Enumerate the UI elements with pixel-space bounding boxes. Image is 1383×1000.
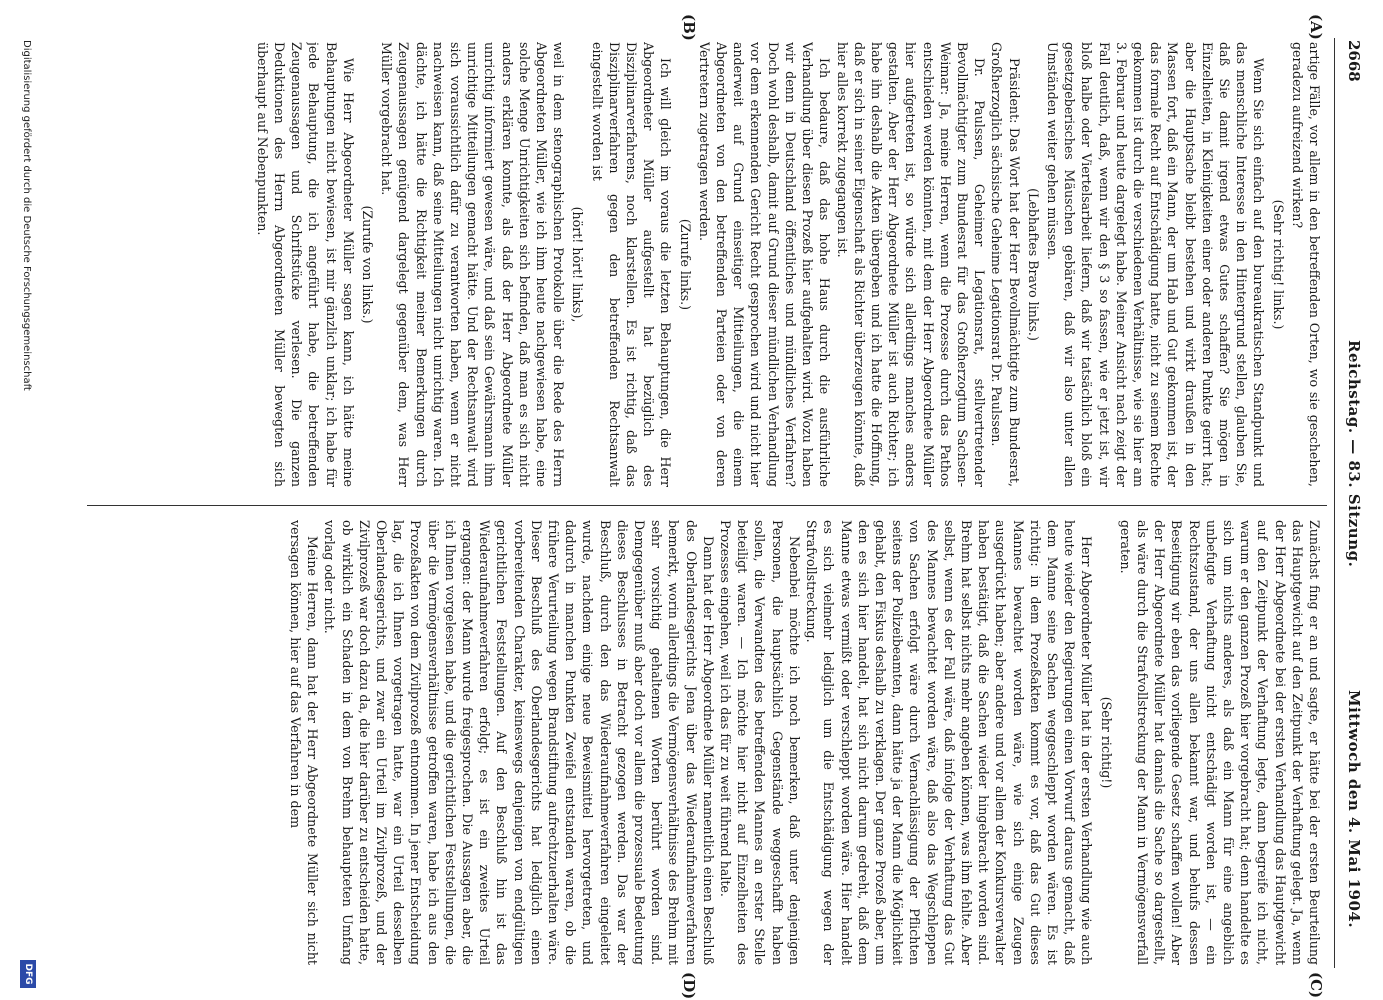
interjection: (Lebhaftes Bravo links.) — [1025, 188, 1041, 341]
interjection: (Zurufe links.) — [677, 218, 693, 311]
paragraph: Dr. Paulssen, Geheimer Legationsrat, stellvertretender Bevollmächtigter zum Bundesrat für das Großherzogtum Sachsen-Weimar: Ja, meine Herren, wenn die Prozesse durch das Pathos entschieden werden könnten, mit dem der Herr Abgeordnete Müller hier aufgetreten ist, so würde sich allerdings manches anders gestalten. Aber der Herr Abgeordnete Müller ist auch Richter; ich habe ihn deshalb die Akten übergeben und ich hatte die Hoffnung, daß er sich in seiner Eigenschaft als Richter überzeugen könnte, daß hier alles korrekt zugegangen ist. — [834, 42, 988, 487]
header-date: Mittwoch den 4. Mai 1904. — [1345, 690, 1363, 929]
digitization-credit: Digitalisierung gefördert durch die Deutsche Forschungsgemeinschaft — [21, 40, 32, 391]
margin-marker-b: (B) — [680, 14, 698, 41]
paragraph: Wenn Sie sich einfach auf den bureaukratischen Standpunkt und das menschliche Interesse in den Hintergrund stellen, glauben Sie, daß Sie damit irgend etwas Gutes schaffen? Sie mögen in Einzelheiten, in Kleinigkeiten einer oder anderen Punkte geirrt hat; aber die Hauptsache bleibt bestehen und wirkt draußen in den Massen fort, daß ein Mann, der um Hab und Gut gekommen ist, der das formale Recht auf Entschädigung hatte, nicht zu seinem Rechte gekommen ist durch die verschiedenen Verhältnisse, wie sie hier am 3. Februar und heute dargelegt habe. Meiner Ansicht nach zeigt der Fall deutlich, daß, wenn wir den § 3 so fassen, wie er jetzt ist, wir bloß halbe oder Viertelsarbeit liefern, daß wir tatsächlich bloß ein gesetzgeberisches Mäuschen gebären, daß wir also unter allen Umständen weiter gehen müssen. — [1044, 42, 1267, 487]
paragraph: Ich bedaure, daß das hohe Haus durch die ausführliche Verhandlung über diesen Prozeß hier aufgehalten wird. Wozu haben wir denn in Deutschland öffentliches und mündliches Verfahren? Doch wohl deshalb, damit auf Grund dieser mündlichen Verhandlung vor dem erkennenden Gericht Recht gesprochen wird und nicht hier anderweit auf Grund einseitiger Mitteilungen, die einem Abgeordneten von den betreffenden Parteien oder von deren Vertretern zugetragen werden. — [696, 42, 833, 487]
right-column — [83, 520, 1323, 965]
paragraph: Ich will gleich im voraus die letzten Behauptungen, die Herr Abgeordneter Müller aufgestellt hat bezüglich des Disziplinarverfahrens, noch klarstellen. Es ist richtig, daß das Disziplinarverfahren gegen den betreffenden Rechtsanwalt eingestellt worden ist — [589, 42, 674, 487]
dfg-logo: DFG — [20, 960, 36, 988]
paragraph: Dann hat der Herr Abgeordnete Müller namentlich einen Beschluß des Oberlandesgerichts Jena über das Wiederaufnahmeverfahren bemerkt, worin allerdings die Vermögensverhältnisse des Brehm mit sehr vorsichtig gehaltenen Worten berührt worden sind. Demgegenüber muß aber doch vor allem die prozessuale Bedeutung dieses Beschlusses in Betracht gezogen werden. Das war der Beschluß, durch den das Wiederaufnahmeverfahren eingeleitet wurde, nachdem einige neue Beweismittel hervorgetreten, und dadurch in manchen Punkten Zweifel entstanden waren, ob die frühere Verurteilung wegen Brandstiftung aufrechtzuerhalten wäre. Dieser Beschluß des Oberlandesgerichts hat lediglich einen vorbereitenden Charakter, keineswegs denjenigen von endgültigen gerichtlichen Feststellungen. Auf den Beschluß hin ist das Wiederaufnahmeverfahren erfolgt; es ist ein zweites Urteil ergangen: der Mann wurde freigesprochen. Die Aussagen aber, die ich Ihnen vorgelesen habe, und die gerichtlichen Feststellungen, die über die Vermögensverhältnisse getroffen waren, habe ich aus den Prozeßakten von dem Zivilprozeß entnommen. In jener Entscheidung lag, die ich Ihnen vorgetragen hatte, war ein Urteil desselben Oberlandesgerichts, und zwar ein Urteil im Zivilprozeß, und der Zivilprozeß war doch dazu da, die hier darüber zu entscheiden hatte, ob wirklich ein Schaden in dem von Brehm behaupteten Umfang vorlag oder nicht. — [322, 520, 716, 965]
paragraph: Nebenbei möchte ich noch bemerken, daß unter denjenigen Personen, die hauptsächlich Gegenstände weggeschafft haben sollen, die Verwandten des betreffenden Mannes an erster Stelle beteiligt waren. — Ich möchte hier nicht auf Einzelheiten des Prozesses eingehen, weil ich das für zu weit führend halte. — [718, 520, 802, 965]
paragraph: Herr Abgeordneter Müller hat in der ersten Verhandlung wie auch heute wieder den Regierungen einen Vorwurf daraus gemacht, daß dem Manne seine Sachen weggeschleppt worden wären. Es ist richtig: in dem Prozeßakten kommt es vor, daß das Gut dieses Mannes bewachtet worden wäre, wie sich einige Zeugen ausgedrückt haben; aber andere und vor allem der Konkursverwalter haben bestätigt, daß die Sachen wieder hingebracht worden sind. Brehm hat selbst nichts mehr angeben können, was ihm fehlte. Aber selbst, wenn es der Fall wäre, daß infolge der Verhaftung das Gut des Mannes bewachtet worden wäre, daß also das Wegschleppen von Sachen erfolgt wäre durch Vernachlässigung der Pflichten seitens der Polizeibeamten, dann hätte ja der Mann die Möglichkeit gehabt, den Fiskus deshalb zu verklagen. Der ganze Prozeß aber, um den es sich hier handelt, hat sich nicht darum gedreht, daß dem Manne etwas vermißt oder verschleppt worden wäre. Hier handelt es sich vielmehr lediglich um die Entschädigung wegen der Strafvollstreckung. — [804, 520, 1095, 965]
header-rule — [1334, 38, 1335, 968]
paragraph: artige Fälle, vor allem in den betreffenden Orten, wo sie geschehen, geradezu aufreizend wirken? — [1289, 42, 1322, 487]
page-header — [1339, 0, 1363, 1000]
page-footer — [8, 0, 38, 1000]
margin-marker-c: (C) — [1307, 972, 1325, 999]
interjection: (hört! hört! links), — [570, 206, 586, 323]
paragraph: Meine Herren, dann hat der Herr Abgeordnete Müller sich nicht versagen können, hier auf das Verfahren in dem — [288, 520, 321, 965]
header-title: Reichstag. — 83. Sitzung. — [1345, 340, 1363, 568]
column-divider — [87, 505, 1327, 506]
left-column — [83, 42, 1323, 487]
margin-marker-a: (A) — [1307, 14, 1325, 40]
page-number: 2668 — [1345, 40, 1363, 82]
paragraph: Präsident: Das Wort hat der Herr Bevollmächtigte zum Bundesrat, Großherzoglich sächsische Geheime Legationsrat Dr. Paulssen. — [989, 42, 1022, 487]
interjection: (Sehr richtig!) — [1098, 696, 1114, 789]
margin-marker-d: (D) — [680, 972, 698, 1000]
interjection: (Zurufe von links.) — [360, 205, 376, 324]
paragraph: Wie Herr Abgeordneter Müller sagen kann, ich hätte meine Behauptungen nicht bewiesen, ist mir gänzlich unklar; ich habe für jede Behauptung, die ich angeführt habe, die betreffenden Zeugenaussagen und Schriftstücke verlesen. Die ganzen Deduktionen des Herrn Abgeordneten Müller bewegten sich überhaupt auf Nebenpunkten. — [254, 42, 356, 487]
interjection: (Sehr richtig! links.) — [1270, 199, 1286, 330]
paragraph: weil in dem stenographischen Protokolle über die Rede des Herrn Abgeordneten Müller, wie ich ihm heute nachgewiesen habe, eine solche Menge Unrichtigkeiten sich befinden, daß man es sich nicht anders erklären konnte, als daß der Herr Abgeordnete Müller unrichtig informiert gewesen wäre, und daß sein Gewährsmann ihm unrichtige Mitteilungen gemacht hätte. Und der Rechtsanwalt wird sich voraussichtlich dafür zu verantworten haben, wenn er nicht nachweisen kann, daß seine Mitteilungen nicht unrichtig waren. Ich dächte, ich hätte die Richtigkeit meiner Bemerkungen durch Zeugenaussagen genügend dargelegt gegenüber dem, was Herr Müller vorgebracht hat. — [379, 42, 567, 487]
paragraph: Zunächst fing er an und sagte, er hätte bei der ersten Beurteilung das Hauptgewicht auf den Zeitpunkt der Verhaftung gelegt. Ja, wenn der Herr Abgeordnete bei der ersten Verhandlung das Hauptgewicht auf den Zeitpunkt der Verhaftung legte, dann begreife ich nicht, warum er den ganzen Prozeß hier vorgebracht hat; denn handelte es sich um nichts anderes, als daß ein Mann für eine angeblich unbefugte Verhaftung nicht entschädigt worden ist, — ein Rechtszustand, der uns allen bekannt war, und behufs dessen Beseitigung wir eben das vorliegende Gesetz schaffen wollen! Aber der Herr Abgeordnete Müller hat damals die Sache so dargestellt, als wäre durch die Strafvollstreckung der Mann in Vermögensverfall geraten. — [1117, 520, 1322, 965]
